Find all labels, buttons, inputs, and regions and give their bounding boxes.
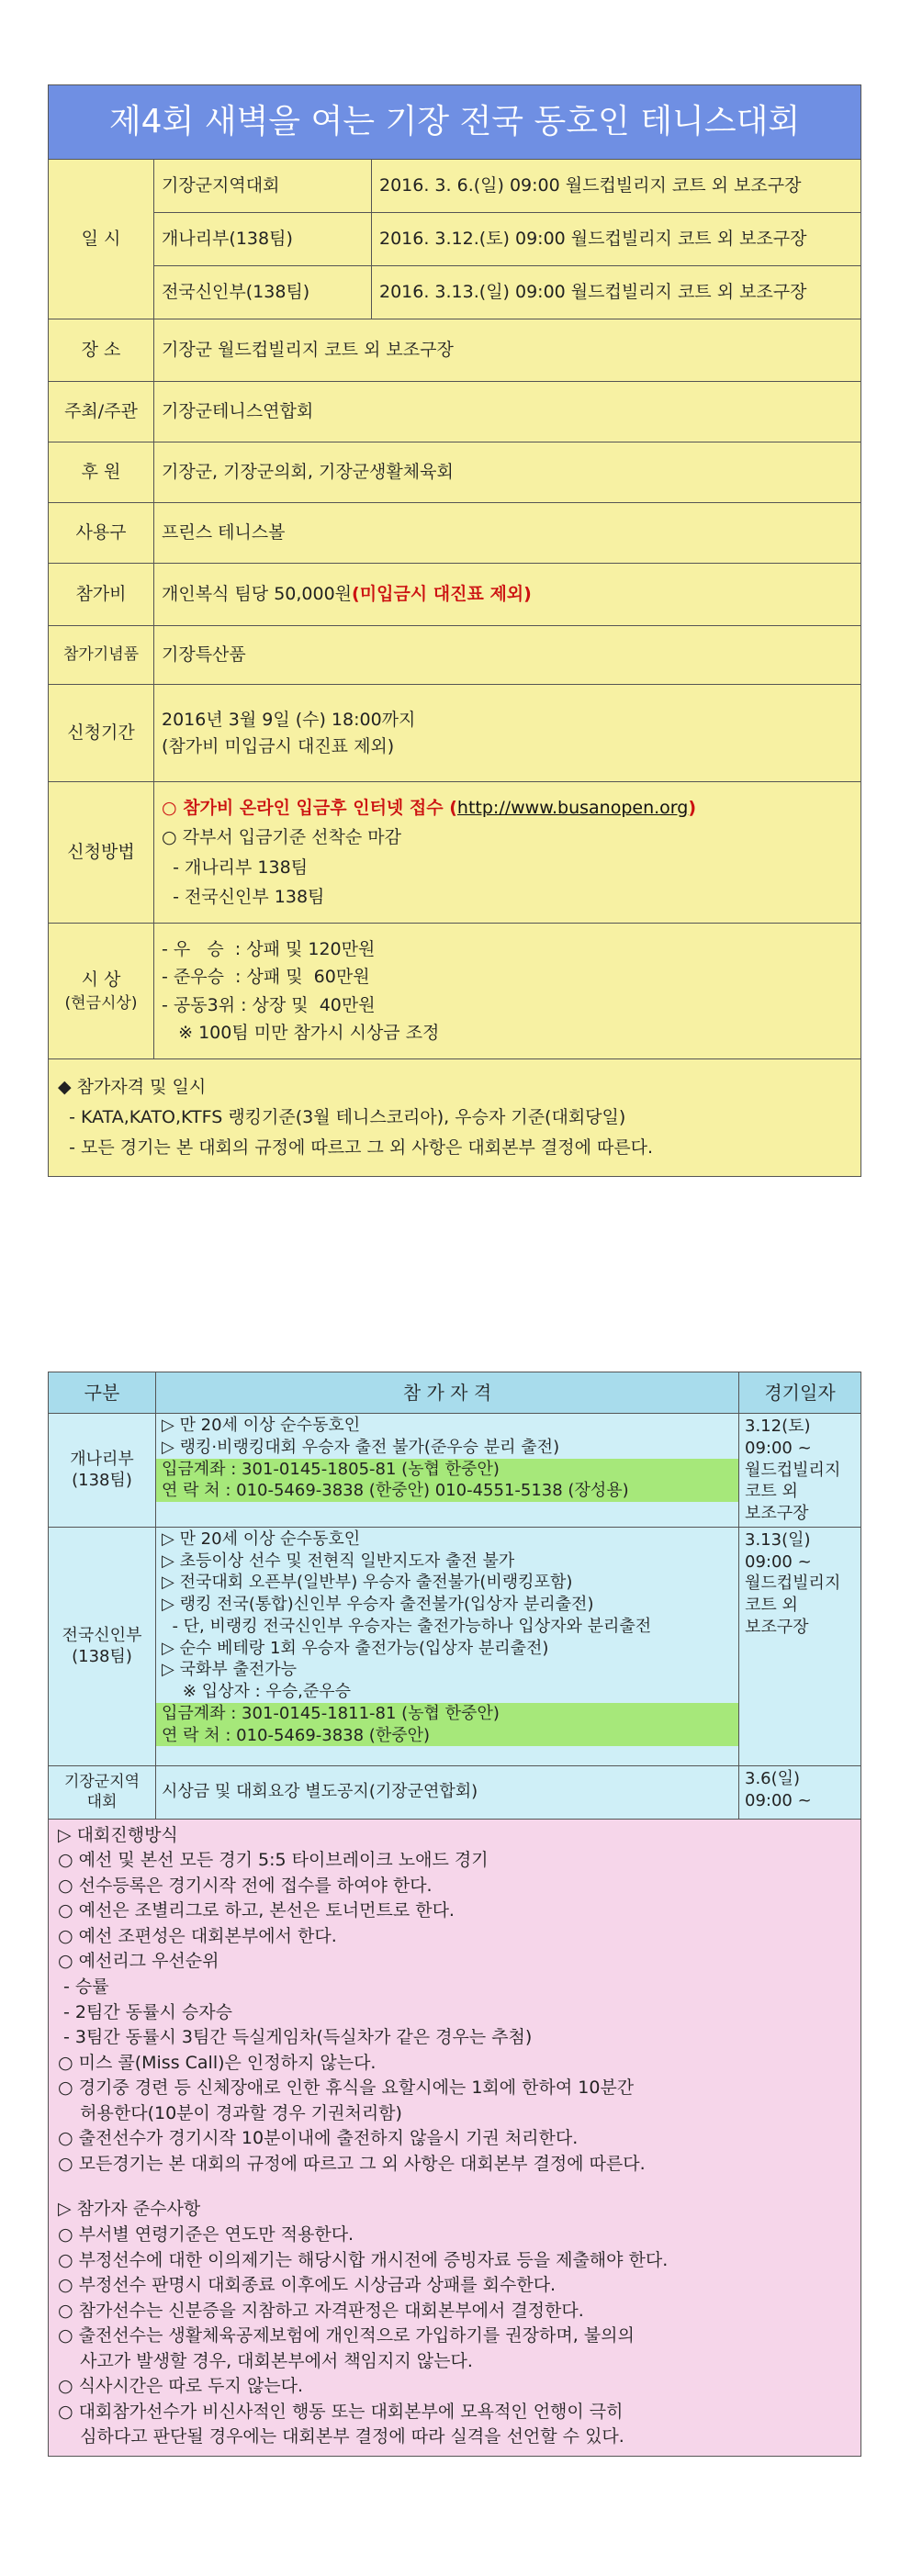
qual-line: ▷ 랭킹·비랭킹대회 우승자 출전 불가(준우승 분리 출전) xyxy=(162,1437,560,1457)
division-cell xyxy=(49,1414,156,1528)
note-line: ○ 부서별 연령기준은 연도만 적용한다. xyxy=(58,2223,354,2245)
prize-line: - 우 승 : 상패 및 120만원 xyxy=(162,938,376,959)
division-teams: (138팀) xyxy=(72,1647,132,1667)
spacer xyxy=(58,2177,851,2197)
date-line: 09:00 ~ xyxy=(745,1438,812,1458)
schedule-label: 일 시 xyxy=(49,160,154,319)
qual-line: ▷ 만 20세 이상 순수동호인 xyxy=(162,1529,361,1549)
fee-value xyxy=(154,564,861,626)
ball-value: 프린스 테니스볼 xyxy=(154,503,861,564)
method-line: - 전국신인부 138팀 xyxy=(162,886,325,907)
method-value xyxy=(154,782,861,924)
date-cell xyxy=(739,1765,861,1819)
method-line: ○ 각부서 입금기준 선착순 마감 xyxy=(162,827,401,848)
sponsor-label: 후 원 xyxy=(49,442,154,503)
prize-label-line: (현금시상) xyxy=(64,994,138,1013)
note-line: 사고가 발생할 경우, 대회본부에서 책임지지 않는다. xyxy=(58,2350,473,2371)
note-line: ○ 대회참가선수가 비신사적인 행동 또는 대회본부에 모욕적인 언행이 극히 xyxy=(58,2401,624,2422)
method-label: 신청방법 xyxy=(49,782,154,924)
schedule-when: 2016. 3. 6.(일) 09:00 월드컵빌리지 코트 외 보조구장 xyxy=(372,160,861,213)
note-line: ○ 출전선수는 생활체육공제보험에 개인적으로 가입하기를 권장하며, 불의의 xyxy=(58,2325,635,2346)
note-line: ○ 예선은 조별리그로 하고, 본선은 토너먼트로 한다. xyxy=(58,1900,455,1921)
division-teams: 대회 xyxy=(86,1793,118,1812)
prize-value xyxy=(154,924,861,1059)
venue-value: 기장군 월드컵빌리지 코트 외 보조구장 xyxy=(154,319,861,382)
period-line: 2016년 3월 9일 (수) 18:00까지 xyxy=(162,710,416,730)
contact-phone: 연 락 처 : 010-5469-3838 (한중안) xyxy=(162,1725,431,1745)
bank-account: 입금계좌 : 301-0145-1805-81 (농협 한중안) xyxy=(162,1459,500,1479)
eligibility-table xyxy=(48,1372,861,2457)
qual-line: ※ 입상자 : 우승,준우승 xyxy=(162,1682,352,1701)
note-line: ▷ 대회진행방식 xyxy=(58,1824,178,1845)
note-line: ○ 참가선수는 신분증을 지참하고 자격판정은 대회본부에서 결정한다. xyxy=(58,2300,584,2321)
qualification-cell xyxy=(156,1414,739,1528)
note-line: ○ 예선리그 우선순위 xyxy=(58,1951,219,1972)
date-line: 보조구장 xyxy=(745,1617,809,1637)
prize-line: - 공동3위 : 상장 및 40만원 xyxy=(162,994,376,1015)
qual-line: ▷ 국화부 출전가능 xyxy=(162,1660,298,1680)
ball-label: 사용구 xyxy=(49,503,154,564)
date-line: 3.13(일) xyxy=(745,1529,811,1550)
note-line: 심하다고 판단될 경우에는 대회본부 결정에 따라 실격을 선언할 수 있다. xyxy=(58,2426,624,2447)
date-cell xyxy=(739,1414,861,1528)
qual-line: ▷ 만 20세 이상 순수동호인 xyxy=(162,1416,361,1435)
eligibility-line: - 모든 경기는 본 대회의 규정에 따르고 그 외 사항은 대회본부 결정에 따른다. xyxy=(58,1137,654,1159)
date-line: 09:00 ~ xyxy=(745,1551,812,1572)
period-label: 신청기간 xyxy=(49,685,154,782)
fee-amount: 개인복식 팀당 50,000원 xyxy=(162,584,353,605)
division-name: 개나리부 xyxy=(70,1449,134,1469)
qualification-cell xyxy=(156,1765,739,1819)
note-line: ▷ 참가자 준수사항 xyxy=(58,2199,201,2220)
qualification-cell xyxy=(156,1527,739,1765)
prize-line: ※ 100팀 미만 참가시 시상금 조정 xyxy=(162,1022,440,1043)
division-cell xyxy=(49,1765,156,1819)
note-line: ○ 모든경기는 본 대회의 규정에 따르고 그 외 사항은 대회본부 결정에 따른다. xyxy=(58,2153,646,2174)
gift-label: 참가기념품 xyxy=(49,626,154,685)
schedule-division: 개나리부(138팀) xyxy=(154,213,372,266)
fee-note: (미입금시 대진표 제외) xyxy=(352,584,532,605)
date-line: 3.12(토) xyxy=(745,1417,811,1436)
date-line: 보조구장 xyxy=(745,1504,809,1523)
period-value xyxy=(154,685,861,782)
qual-line: - 단, 비랭킹 전국신인부 우승자는 출전가능하나 입상자와 분리출전 xyxy=(162,1616,652,1636)
registration-link[interactable]: http://www.busanopen.org xyxy=(456,797,689,818)
notes-block-progress xyxy=(58,1823,851,2178)
method-line-online: ○ 참가비 온라인 입금후 인터넷 접수 ( xyxy=(162,797,457,818)
note-line: ○ 미스 콜(Miss Call)은 인정하지 않는다. xyxy=(58,2052,377,2073)
qual-line: 시상금 및 대회요강 별도공지(기장군연합회) xyxy=(162,1782,478,1802)
schedule-when: 2016. 3.12.(토) 09:00 월드컵빌리지 코트 외 보조구장 xyxy=(372,213,861,266)
host-value: 기장군테니스연합회 xyxy=(154,382,861,442)
eligibility-block xyxy=(49,1059,861,1177)
date-line: 월드컵빌리지코트 외 xyxy=(745,1574,841,1615)
prize-label xyxy=(49,924,154,1059)
period-line: (참가비 미입금시 대진표 제외) xyxy=(162,735,395,756)
tournament-poster xyxy=(48,84,861,1177)
bank-account: 입금계좌 : 301-0145-1811-81 (농협 한중안) xyxy=(162,1703,500,1723)
eligibility-line: - KATA,KATO,KTFS 랭킹기준(3월 테니스코리아), 우승자 기준(대회당일) xyxy=(58,1106,626,1127)
note-line: ○ 부정선수에 대한 이의제기는 해당시합 개시전에 증빙자료 등을 제출해야 한다. xyxy=(58,2249,669,2270)
note-line: ○ 예선 및 본선 모든 경기 5:5 타이브레이크 노애드 경기 xyxy=(58,1850,489,1871)
division-name: 전국신인부 xyxy=(62,1625,142,1645)
division-name: 기장군지역 xyxy=(63,1772,141,1791)
contact-highlight xyxy=(156,1703,738,1747)
prize-label-line: 시 상 xyxy=(81,969,121,990)
sponsor-value: 기장군, 기장군의회, 기장군생활체육회 xyxy=(154,442,861,503)
schedule-when: 2016. 3.13.(일) 09:00 월드컵빌리지 코트 외 보조구장 xyxy=(372,266,861,319)
method-line: - 개나리부 138팀 xyxy=(162,857,309,878)
fee-label: 참가비 xyxy=(49,564,154,626)
header-date: 경기일자 xyxy=(739,1372,861,1414)
contact-phone: 연 락 처 : 010-5469-3838 (한중안) 010-4551-5138 (장성용) xyxy=(162,1481,629,1501)
header-qualification: 참 가 자 격 xyxy=(156,1372,739,1414)
note-line: ○ 출전선수가 경기시작 10분이내에 출전하지 않을시 기권 처리한다. xyxy=(58,2128,579,2149)
note-line: - 승률 xyxy=(58,1977,109,1998)
poster-title: 제4회 새벽을 여는 기장 전국 동호인 테니스대회 xyxy=(49,85,861,160)
schedule-division: 기장군지역대회 xyxy=(154,160,372,213)
division-teams: (138팀) xyxy=(72,1471,132,1491)
method-close: ) xyxy=(688,797,697,818)
qual-line: ▷ 초등이상 선수 및 전현직 일반지도자 출전 불가 xyxy=(162,1551,515,1571)
gift-value: 기장특산품 xyxy=(154,626,861,685)
prize-line: - 준우승 : 상패 및 60만원 xyxy=(162,967,370,988)
eligibility-line: ◆ 참가자격 및 일시 xyxy=(58,1076,207,1097)
note-line: - 2팀간 동률시 승자승 xyxy=(58,2001,232,2022)
date-line: 월드컵빌리지코트 외 xyxy=(745,1460,841,1502)
division-cell xyxy=(49,1527,156,1765)
qual-line: ▷ 랭킹 전국(통합)신인부 우승자 출전불가(입상자 분리출전) xyxy=(162,1595,594,1614)
note-line: - 3팀간 동률시 3팀간 득실게임차(득실차가 같은 경우는 추첨) xyxy=(58,2027,533,2048)
schedule-division: 전국신인부(138팀) xyxy=(154,266,372,319)
header-division: 구분 xyxy=(49,1372,156,1414)
rules-notes xyxy=(49,1819,861,2456)
note-line: ○ 부정선수 판명시 대회종료 이후에도 시상금과 상패를 회수한다. xyxy=(58,2275,557,2296)
note-line: 허용한다(10분이 경과할 경우 기권처리함) xyxy=(58,2102,402,2123)
date-line: 09:00 ~ xyxy=(745,1790,812,1810)
date-cell xyxy=(739,1527,861,1765)
qual-line: ▷ 전국대회 오픈부(일반부) 우승자 출전불가(비랭킹포함) xyxy=(162,1573,573,1593)
note-line: ○ 식사시간은 따로 두지 않는다. xyxy=(58,2376,304,2397)
notes-block-compliance xyxy=(58,2197,851,2449)
host-label: 주최/주관 xyxy=(49,382,154,442)
venue-label: 장 소 xyxy=(49,319,154,382)
qual-line: ▷ 순수 베테랑 1회 우승자 출전가능(입상자 분리출전) xyxy=(162,1638,549,1658)
note-line: ○ 선수등록은 경기시작 전에 접수를 하여야 한다. xyxy=(58,1875,433,1896)
note-line: ○ 예선 조편성은 대회본부에서 한다. xyxy=(58,1925,337,1946)
note-line: ○ 경기중 경련 등 신체장애로 인한 휴식을 요할시에는 1회에 한하여 10분간 xyxy=(58,2078,635,2099)
date-line: 3.6(일) xyxy=(745,1768,801,1788)
contact-highlight xyxy=(156,1459,738,1503)
